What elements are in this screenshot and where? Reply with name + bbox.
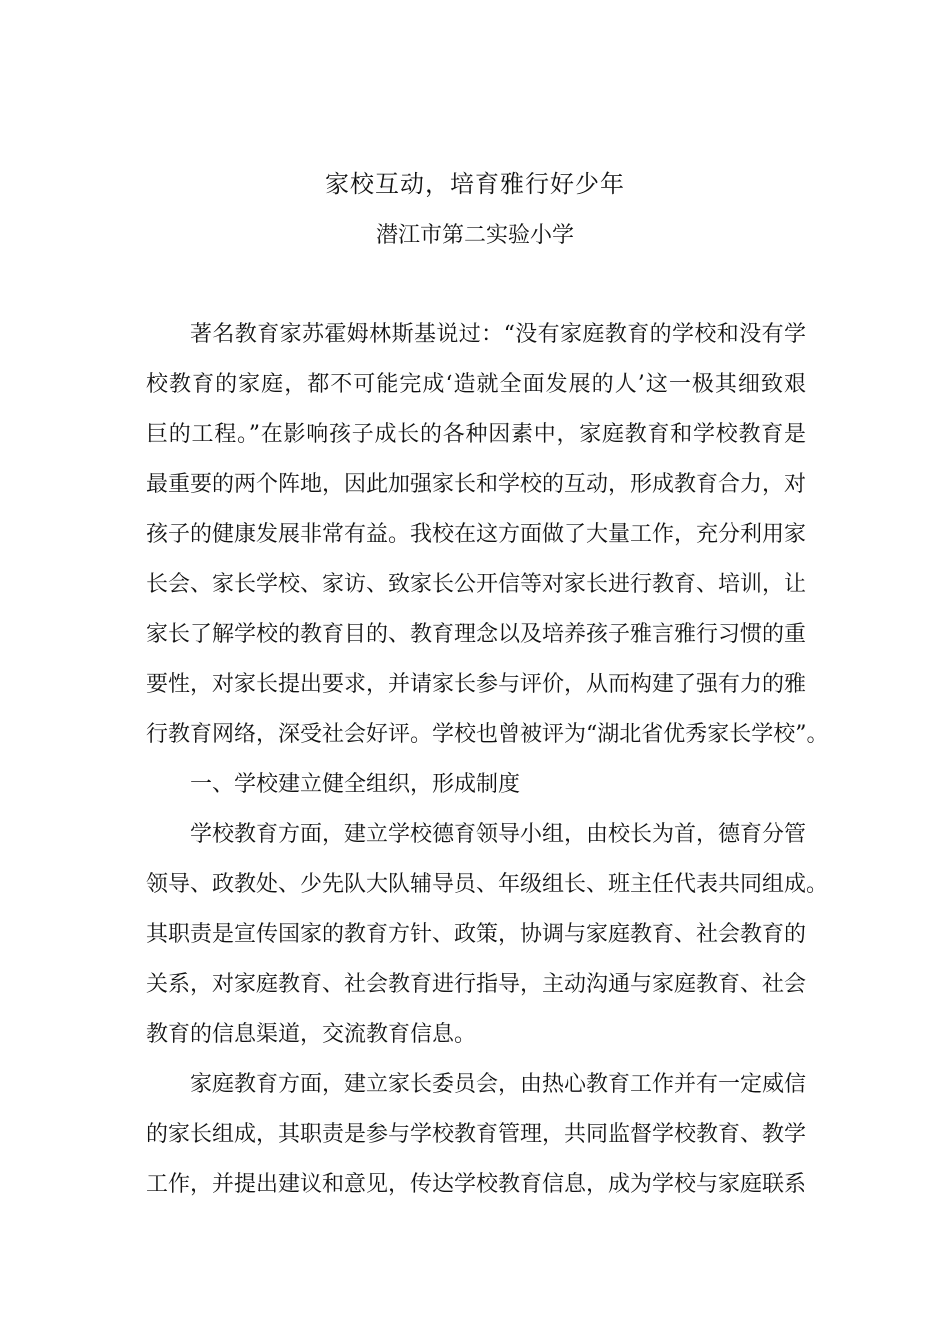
section-heading-1: 一、学校建立健全组织，形成制度 [190,772,521,797]
paragraph-1-line-4: 最重要的两个阵地，因此加强家长和学校的互动，形成教育合力，对 [146,472,807,497]
paragraph-1-line-9: 行教育网络，深受社会好评。学校也曾被评为“湖北省优秀家长学校”。 [146,722,829,747]
paragraph-1-line-5: 孩子的健康发展非常有益。我校在这方面做了大量工作，充分利用家 [146,522,807,547]
paragraph-1-line-7: 家长了解学校的教育目的、教育理念以及培养孩子雅言雅行习惯的重 [146,622,807,647]
document-title: 家校互动，培育雅行好少年 [325,170,625,198]
paragraph-2-line-3: 其职责是宣传国家的教育方针、政策，协调与家庭教育、社会教育的 [146,922,807,947]
paragraph-3-line-1: 家庭教育方面，建立家长委员会，由热心教育工作并有一定威信 [190,1072,807,1097]
paragraph-3-line-3: 工作，并提出建议和意见，传达学校教育信息，成为学校与家庭联系 [146,1172,807,1197]
paragraph-2-line-1: 学校教育方面，建立学校德育领导小组，由校长为首，德育分管 [190,822,807,847]
paragraph-3-line-2: 的家长组成，其职责是参与学校教育管理，共同监督学校教育、教学 [146,1122,807,1147]
paragraph-1-line-6: 长会、家长学校、家访、致家长公开信等对家长进行教育、培训，让 [146,572,807,597]
paragraph-1-line-8: 要性，对家长提出要求，并请家长参与评价，从而构建了强有力的雅 [146,672,807,697]
paragraph-1-line-2: 校教育的家庭，都不可能完成‘造就全面发展的人’这一极其细致艰 [146,372,806,397]
paragraph-2-line-4: 关系，对家庭教育、社会教育进行指导，主动沟通与家庭教育、社会 [146,972,807,997]
paragraph-1-line-3: 巨的工程。”在影响孩子成长的各种因素中，家庭教育和学校教育是 [146,422,806,447]
paragraph-2-line-2: 领导、政教处、少先队大队辅导员、年级组长、班主任代表共同组成。 [146,872,829,897]
paragraph-2-line-5: 教育的信息渠道，交流教育信息。 [146,1022,477,1047]
document-author: 潜江市第二实验小学 [375,223,574,248]
paragraph-1-line-1: 著名教育家苏霍姆林斯基说过：“没有家庭教育的学校和没有学 [190,322,806,347]
